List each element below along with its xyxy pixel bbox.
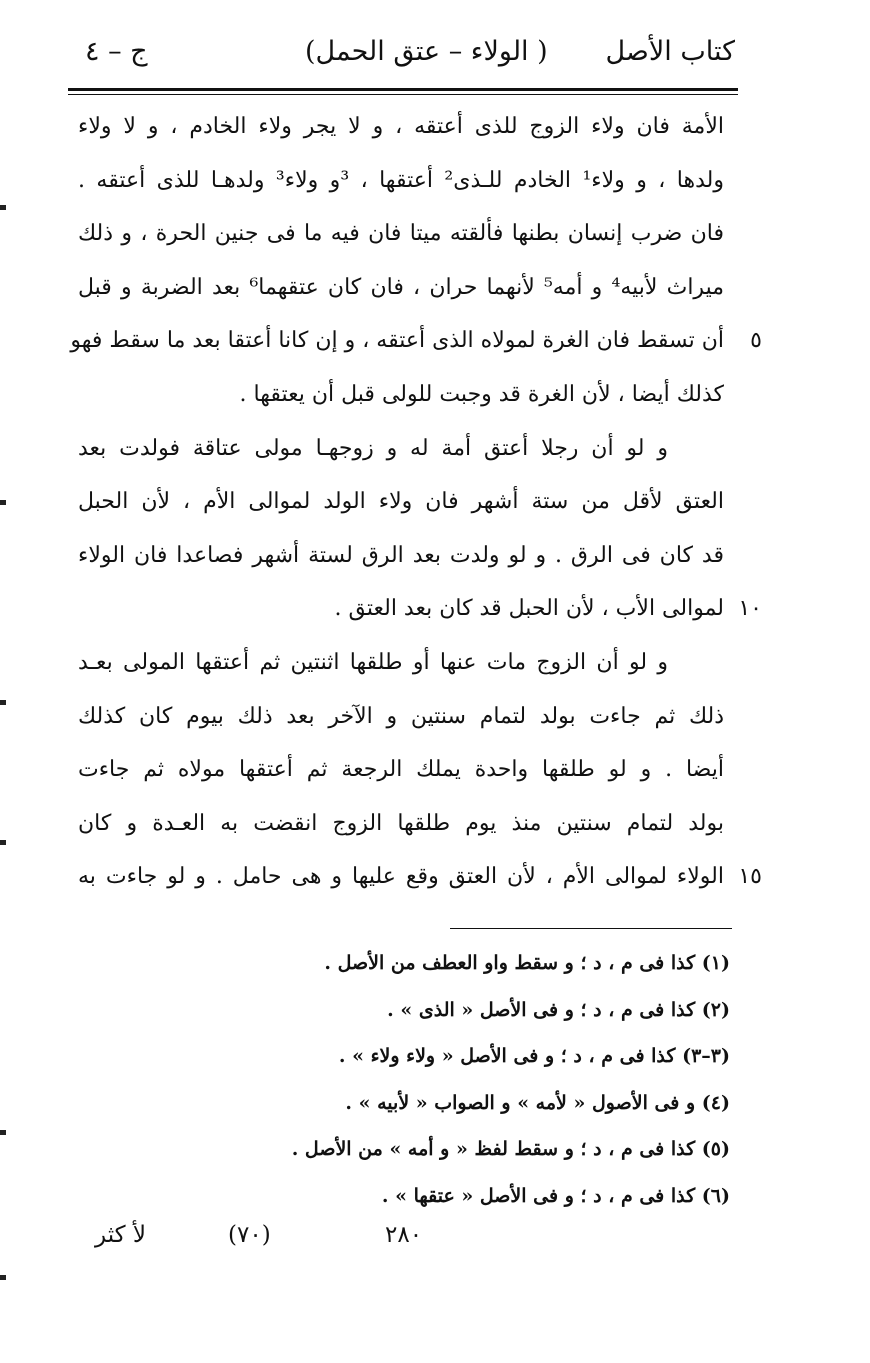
text-line-content: ميراث لأبيه⁴ و أمه⁵ لأنهما حران ، فان كان عتقهما⁶ بعد الضربة و قبل (78, 274, 724, 300)
text-line-content: أن تسقط فان الغرة لمولاه الذى أعتقه ، و إن كانا أعتقا بعد ما سقط فهو (70, 328, 724, 354)
header-rule-thin (68, 94, 738, 95)
text-line (78, 529, 724, 583)
line-number: ١٠ (738, 596, 762, 622)
footnote: (٢) كذا فى م ، د ؛ و فى الأصل « الذى » . (387, 998, 730, 1021)
catchword: لأ كثر (95, 1222, 147, 1248)
text-line (78, 100, 724, 154)
text-line (78, 207, 724, 261)
text-line (78, 368, 724, 422)
text-line (78, 422, 724, 476)
footnotes (240, 940, 730, 1219)
text-line-content: الولاء لموالى الأم ، لأن العتق وقع عليها و هى حامل . و لو جاءت به (78, 864, 724, 890)
text-line-content: بولد لتمام سنتين منذ يوم طلقها الزوج انقضت به العـدة و كان (78, 810, 724, 836)
footnote: (٦) كذا فى م ، د ؛ و فى الأصل « عتقها » . (381, 1184, 730, 1207)
text-line (78, 475, 724, 529)
footnote: (٤) و فى الأصول « لأمه » و الصواب « لأبيه » . (345, 1091, 730, 1114)
chapter-title: (الولاء – عتق الحمل ) (305, 36, 548, 67)
text-line-content: كذلك أيضا ، لأن الغرة قد وجبت للولى قبل أن يعتقها . (239, 381, 724, 407)
text-line (78, 690, 724, 744)
text-line-content: و لو أن رجلا أعتق أمة له و زوجهـا مولى عتاقة فولدت بعد (78, 435, 668, 461)
volume-number: ج – ٤ (85, 36, 148, 67)
text-line (78, 743, 724, 797)
text-line-content: الأمة فان ولاء الزوج للذى أعتقه ، و لا يجر ولاء الخادم ، و لا ولاء (78, 114, 724, 139)
header-rule-thick (68, 88, 738, 91)
text-line-content: ولدها ، و ولاء¹ الخادم للـذى² أعتقها ، ³و ولاء³ ولدهـا للذى أعتقه . (78, 167, 724, 193)
page-number: ٢٨٠ (385, 1222, 423, 1248)
text-line-content: فان ضرب إنسان بطنها فألقته ميتا فان فيه ما فى جنين الحرة ، و ذلك (78, 221, 724, 247)
text-line-content: و لو أن الزوج مات عنها أو طلقها اثنتين ثم أعتقها المولى بعـد (78, 649, 668, 675)
scan-edge-mark (0, 205, 6, 210)
running-header (75, 30, 735, 80)
text-line-content: أيضا . و لو طلقها واحدة يملك الرجعة ثم أعتقها مولاه ثم جاءت (78, 757, 724, 783)
scan-edge-mark (0, 1130, 6, 1135)
scan-edge-mark (0, 1275, 6, 1280)
footnote: (٣–٣) كذا فى م ، د ؛ و فى الأصل « ولاء ولاء » . (338, 1045, 730, 1067)
text-line (78, 154, 724, 208)
book-title: كتاب الأصل (605, 36, 735, 67)
scan-edge-mark (0, 500, 6, 505)
scan-edge-mark (0, 700, 6, 705)
line-number: ٥ (750, 328, 762, 354)
text-line (78, 582, 762, 636)
signature-mark: (٧٠) (228, 1222, 271, 1248)
text-line-content: العتق لأقل من ستة أشهر فان ولاء الولد لموالى الأم ، لأن الحبل (78, 489, 724, 515)
scan-edge-mark (0, 840, 6, 845)
main-text (70, 100, 762, 904)
footnote: (٥) كذا فى م ، د ؛ و سقط لفظ « و أمه » من الأصل . (291, 1138, 730, 1160)
text-line (78, 797, 724, 851)
text-line (78, 850, 762, 904)
footnote-rule (450, 928, 732, 929)
text-line-content: لموالى الأب ، لأن الحبل قد كان بعد العتق . (334, 596, 724, 622)
text-line (70, 314, 762, 368)
footnote: (١) كذا فى م ، د ؛ و سقط واو العطف من الأصل . (324, 952, 730, 974)
text-line (78, 636, 724, 690)
line-number: ١٥ (738, 864, 762, 890)
text-line-content: ذلك ثم جاءت بولد لتمام سنتين و الآخر بعد ذلك بيوم كان كذلك (78, 703, 724, 729)
text-line-content: قد كان فى الرق . و لو ولدت بعد الرق لستة أشهر فصاعدا فان الولاء (78, 542, 724, 568)
text-line (78, 261, 724, 315)
